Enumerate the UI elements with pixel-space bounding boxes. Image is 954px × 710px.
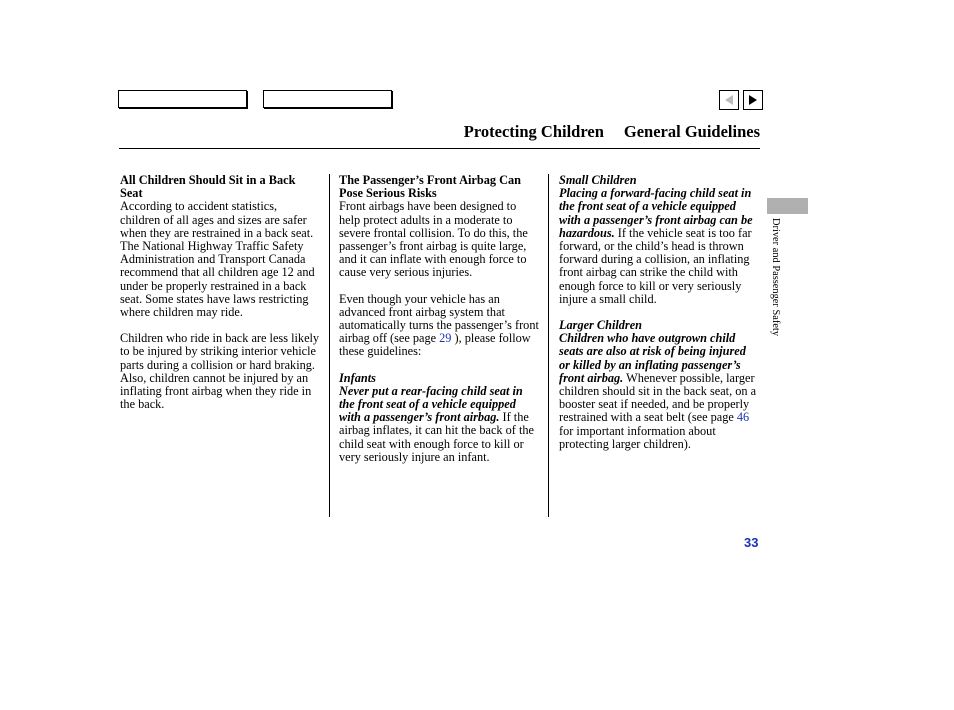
col2-paragraph-2 — [339, 293, 539, 359]
infants-subheading: Infants — [339, 370, 376, 385]
column-2 — [339, 174, 539, 464]
nav-button-contents[interactable] — [118, 90, 247, 108]
section-tab-label: Driver and Passenger Safety — [770, 218, 781, 337]
next-page-button[interactable] — [743, 90, 763, 110]
col1-paragraph-2: Children who ride in back are less likely to be injured by striking interior vehicle parts during a collision or hard braking. Also, children cannot be injured by an inflating front airbag when they ride in the back. — [120, 331, 320, 412]
page-46-link[interactable]: 46 — [736, 410, 750, 425]
col2-p2-text-b: ), please follow these guidelines: — [339, 331, 531, 359]
column-1 — [120, 174, 320, 411]
col1-heading: All Children Should Sit in a Back Seat — [120, 173, 296, 201]
small-children-paragraph — [559, 187, 759, 306]
larger-children-paragraph — [559, 332, 759, 451]
section-tab[interactable] — [767, 198, 808, 214]
small-children-subheading: Small Children — [559, 173, 637, 187]
larger-children-text-a: Whenever possible, larger children should sit in the back seat, on a booster seat if needed, and be properly restrained with a seat belt (see page — [559, 370, 757, 425]
larger-children-text-b: for important information about protecting larger children). — [559, 423, 716, 451]
page-header — [119, 122, 760, 142]
col2-p2-text-a: Even though your vehicle has an advanced front airbag system that automatically turns the passenger’s front airbag off (see page — [339, 291, 539, 346]
page-number: 33 — [744, 535, 759, 550]
col1-paragraph-1: According to accident statistics, children of all ages and sizes are safer when they are restrained in a back seat. The National Highway Traffic Safety Administration and Transport Canada recommend that all children age 12 and under be properly restrained in a back seat. Some states have laws restricting where children may ride. — [120, 199, 315, 320]
col2-heading: The Passenger’s Front Airbag Can Pose Serious Risks — [339, 173, 521, 201]
triangle-left-icon — [725, 95, 733, 105]
column-3 — [559, 174, 759, 451]
small-children-warning: Placing a forward-facing child seat in the front seat of a vehicle equipped with a passenger’s front airbag can be hazardous. — [559, 186, 753, 240]
larger-children-subheading: Larger Children — [559, 318, 643, 333]
small-children-text: If the vehicle seat is too far forward, or the child’s head is thrown forward during a collision, an inflating front airbag can strike the child with enough force to kill or very seriously injure a small child. — [559, 225, 752, 306]
col2-paragraph-1: Front airbags have been designed to help protect adults in a moderate to severe frontal collision. To do this, the passenger’s front airbag is quite large, and it can inflate with enough force to cause very serious injuries. — [339, 199, 528, 280]
section-title: Protecting Children — [463, 122, 604, 141]
column-divider — [329, 174, 330, 517]
topic-title: General Guidelines — [623, 122, 760, 141]
previous-page-button[interactable] — [719, 90, 739, 110]
larger-children-warning: Children who have outgrown child seats are also at risk of being injured or killed by an inflating passenger’s front airbag. — [559, 331, 746, 385]
infants-paragraph — [339, 385, 539, 464]
page-29-link[interactable]: 29 — [439, 331, 452, 346]
header-rule — [119, 148, 760, 149]
infants-warning: Never put a rear-facing child seat in the front seat of a vehicle equipped with a passenger’s front airbag. — [339, 383, 523, 425]
column-divider — [548, 174, 549, 517]
infants-text: If the airbag inflates, it can hit the back of the child seat with enough force to kill or very seriously injure an infant. — [339, 410, 534, 464]
nav-button-index[interactable] — [263, 90, 392, 108]
triangle-right-icon — [749, 95, 757, 105]
